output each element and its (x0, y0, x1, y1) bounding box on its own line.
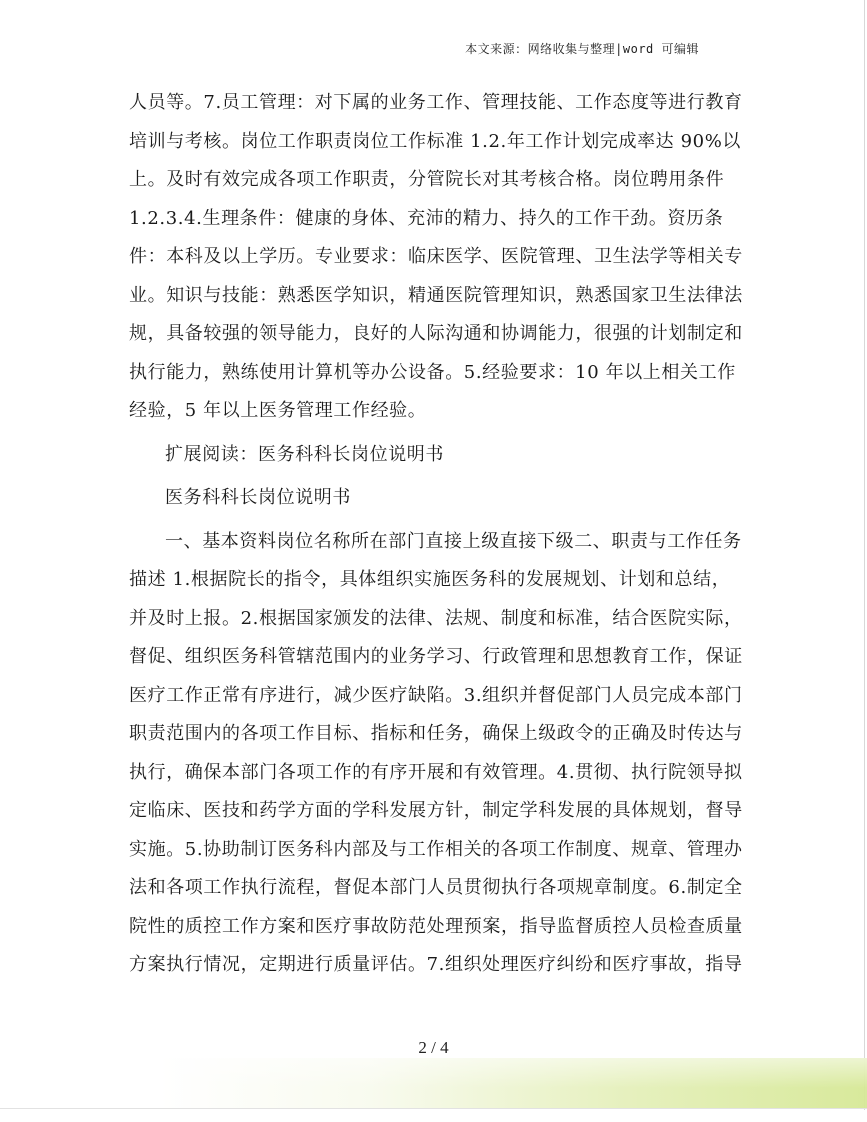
page-edge-right (864, 0, 865, 1110)
text-line: 业。知识与技能：熟悉医学知识，精通医院管理知识，熟悉国家卫生法律法 (129, 284, 743, 306)
text-line: 人员等。7.员工管理：对下属的业务工作、管理技能、工作态度等进行教育 (129, 92, 743, 113)
header-source-note: 本文来源：网络收集与整理|word 可编辑 (465, 42, 699, 56)
page-number: 2 / 4 (418, 1038, 449, 1057)
text-line: 件：本科及以上学历。专业要求：临床医学、医院管理、卫生法学等相关专 (129, 246, 743, 267)
text-line: 上。及时有效完成各项工作职责，分管院长对其考核合格。岗位聘用条件 (129, 169, 725, 190)
text-line: 院性的质控工作方案和医疗事故防范处理预案，指导监督质控人员检查质量 (129, 915, 743, 937)
text-line: 法和各项工作执行流程，督促本部门人员贯彻执行各项规章制度。6.制定全 (129, 877, 743, 898)
paragraph (129, 523, 743, 985)
text-line: 描述 1.根据院长的指令，具体组织实施医务科的发展规划、计划和总结， (129, 569, 731, 590)
text-line: 一、基本资料岗位名称所在部门直接上级直接下级二、职责与工作任务 (165, 530, 742, 552)
text-line: 定临床、医技和药学方面的学科发展方针，制定学科发展的具体规划，督导 (129, 800, 743, 821)
text-line: 经验，5 年以上医务管理工作经验。 (129, 400, 427, 421)
text-line: 培训与考核。岗位工作职责岗位工作标准 1.2.年工作计划完成率达 90%以 (129, 130, 741, 152)
text-line: 医疗工作正常有序进行，减少医疗缺陷。3.组织并督促部门人员完成本部门 (129, 684, 743, 706)
text-line: 实施。5.协助制订医务科内部及与工作相关的各项工作制度、规章、管理办 (129, 838, 743, 860)
text-line: 医务科科长岗位说明书 (165, 487, 351, 508)
text-line: 并及时上报。2.根据国家颁发的法律、法规、制度和标准，结合医院实际， (129, 607, 743, 629)
paragraph (129, 436, 739, 475)
text-line: 职责范围内的各项工作目标、指标和任务，确保上级政令的正确及时传达与 (129, 723, 743, 744)
text-line: 督促、组织医务科管辖范围内的业务学习、行政管理和思想教育工作，保证 (129, 646, 743, 667)
paragraph (129, 479, 739, 518)
text-line: 执行，确保本部门各项工作的有序开展和有效管理。4.贯彻、执行院领导拟 (129, 761, 743, 783)
text-line: 方案执行情况，定期进行质量评估。7.组织处理医疗纠纷和医疗事故，指导 (129, 954, 743, 975)
page-edge-bottom (0, 1108, 867, 1109)
text-line: 执行能力，熟练使用计算机等办公设备。5.经验要求：10 年以上相关工作 (129, 361, 736, 383)
footer-decoration-shade (160, 1058, 867, 1108)
document-body (129, 84, 743, 985)
text-line: 规，具备较强的领导能力，良好的人际沟通和协调能力，很强的计划制定和 (129, 323, 743, 344)
text-line: 1.2.3.4.生理条件：健康的身体、充沛的精力、持久的工作干劲。资历条 (129, 207, 724, 229)
paragraph (129, 84, 743, 431)
text-line: 扩展阅读：医务科科长岗位说明书 (165, 443, 444, 465)
